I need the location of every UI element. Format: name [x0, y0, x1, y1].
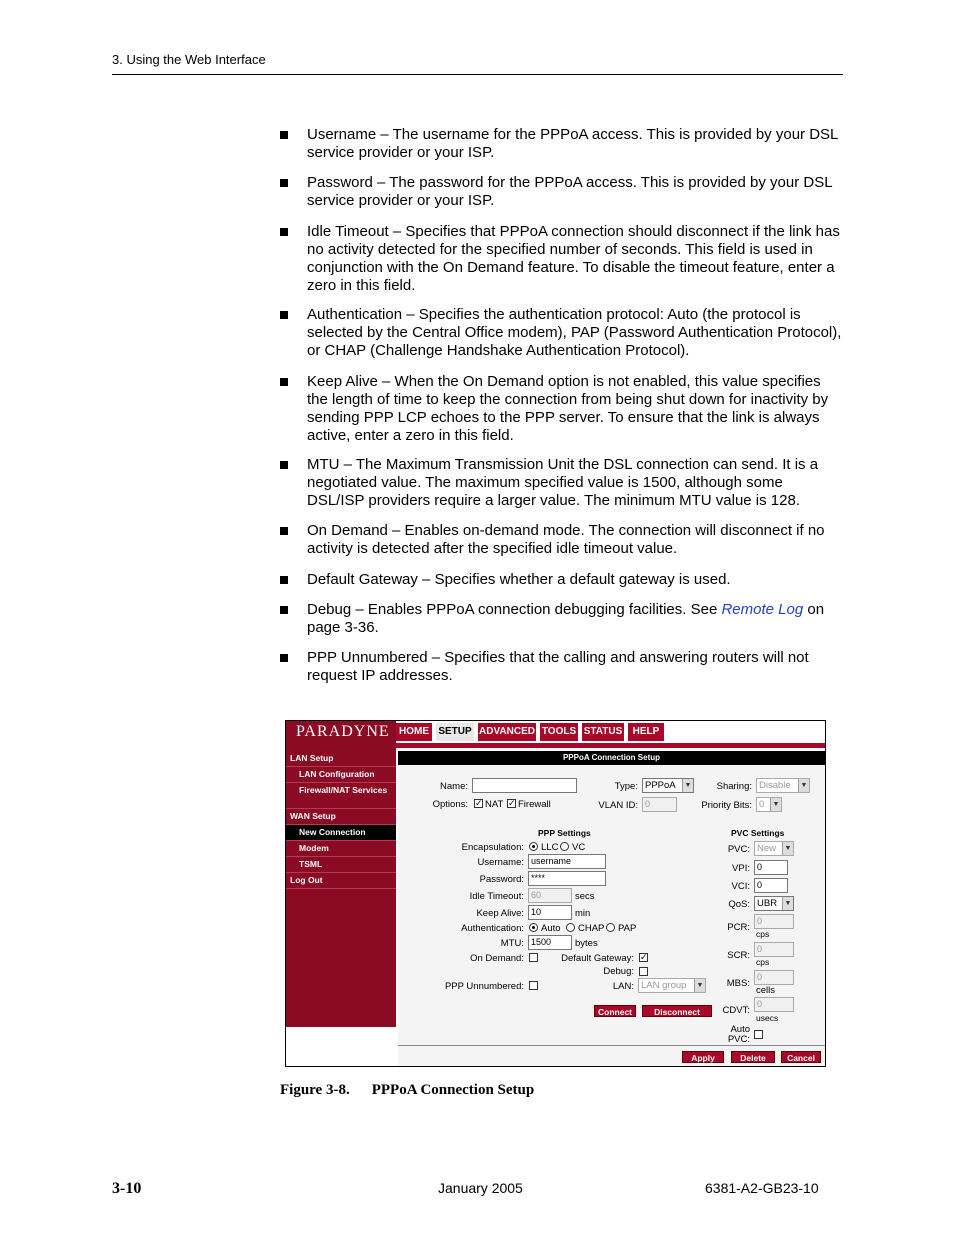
- bullet-square-icon: [280, 606, 288, 614]
- pcr-input[interactable]: 0: [754, 914, 794, 929]
- auth-auto-radio[interactable]: [529, 923, 538, 932]
- auth-chap-label: CHAP: [578, 923, 605, 934]
- bullet-on-demand: On Demand – Enables on-demand mode. The connection will disconnect if no activity is detected after the specified idle timeout value.: [280, 522, 843, 571]
- document-number: 6381-A2-GB23-10: [705, 1180, 819, 1196]
- mtu-unit: bytes: [575, 938, 598, 949]
- ppp-unnumbered-label: PPP Unnumbered:: [444, 981, 524, 992]
- nat-checkbox[interactable]: ✓: [475, 798, 483, 808]
- pvc-select[interactable]: New ▼: [754, 841, 794, 856]
- chevron-down-icon: ▼: [782, 842, 793, 855]
- debug-label: Debug:: [603, 966, 634, 977]
- on-demand-checkbox[interactable]: [529, 953, 538, 962]
- keep-alive-input[interactable]: 10: [528, 905, 572, 920]
- llc-label: LLC: [541, 842, 559, 853]
- bullet-idle-timeout: Idle Timeout – Specifies that PPPoA connection should disconnect if the link has no activity detected for the specified number of seconds. This field is used in conjunction with the On Demand feature. To disable the timeout feature, enter a zero in this field.: [280, 223, 843, 306]
- mbs-label: MBS:: [726, 978, 750, 989]
- cancel-button[interactable]: Cancel: [781, 1051, 821, 1063]
- firewall-label: Firewall: [518, 799, 551, 810]
- debug-checkbox[interactable]: [639, 967, 648, 976]
- priority-select[interactable]: 0 ▼: [756, 797, 782, 812]
- bullet-password: Password – The password for the PPPoA access. This is provided by your DSL service provider or your ISP.: [280, 174, 843, 223]
- sidebar-item-wan-setup[interactable]: WAN Setup: [286, 809, 396, 825]
- bullet-square-icon: [280, 576, 288, 584]
- vc-label: VC: [572, 842, 586, 853]
- auth-pap-label: PAP: [618, 923, 637, 934]
- vci-label: VCI:: [731, 881, 750, 892]
- bullet-keep-alive: Keep Alive – When the On Demand option is not enabled, this value specifies the length of time to keep the connection from being shut down for inactivity by sending PPP LCP echoes to the PPP server. To ensure that the link is always active, enter a zero in this field.: [280, 373, 843, 456]
- nav-underline: [396, 743, 825, 748]
- scr-label: SCR:: [727, 950, 750, 961]
- vc-radio[interactable]: [560, 842, 569, 851]
- sidebar: [286, 751, 396, 889]
- top-nav: [396, 721, 825, 743]
- chevron-down-icon: ▼: [782, 897, 793, 910]
- bullet-square-icon: [280, 654, 288, 662]
- auto-pvc-label-line2: PVC:: [727, 1034, 750, 1045]
- keep-alive-label: Keep Alive:: [476, 908, 524, 919]
- nav-home[interactable]: HOME: [396, 723, 432, 741]
- authentication-label: Authentication:: [461, 923, 524, 934]
- options-label: Options:: [432, 799, 468, 810]
- on-demand-label: On Demand:: [470, 953, 524, 964]
- idle-timeout-unit: secs: [575, 891, 595, 902]
- delete-button[interactable]: Delete: [731, 1051, 775, 1063]
- header-rule: [112, 74, 843, 75]
- connect-button[interactable]: Connect: [594, 1005, 636, 1017]
- vpi-label: VPI:: [732, 863, 750, 874]
- idle-timeout-label: Idle Timeout:: [469, 891, 524, 902]
- pvc-label: PVC:: [727, 844, 750, 855]
- idle-timeout-input[interactable]: 60: [528, 888, 572, 903]
- cdvt-label: CDVT:: [722, 1005, 750, 1016]
- cdvt-unit: usecs: [756, 1013, 779, 1023]
- sidebar-item-modem[interactable]: Modem: [286, 841, 396, 857]
- auth-chap-radio[interactable]: [566, 923, 575, 932]
- chevron-down-icon: ▼: [770, 798, 781, 811]
- password-input[interactable]: ****: [528, 871, 606, 886]
- pvc-settings-heading: PVC Settings: [731, 828, 785, 838]
- chevron-down-icon: ▼: [694, 979, 705, 992]
- bullet-square-icon: [280, 461, 288, 469]
- firewall-checkbox[interactable]: ✓: [508, 798, 516, 808]
- running-header: 3. Using the Web Interface: [112, 52, 266, 67]
- remote-log-link[interactable]: Remote Log: [721, 601, 804, 618]
- bullet-ppp-unnumbered: PPP Unnumbered – Specifies that the calling and answering routers will not request IP addresses.: [280, 649, 843, 685]
- figure-number: Figure 3-8.: [280, 1082, 350, 1098]
- priority-label: Priority Bits:: [701, 800, 752, 811]
- bullet-square-icon: [280, 131, 288, 139]
- auth-auto-label: Auto: [541, 923, 561, 934]
- default-gateway-checkbox[interactable]: ✓: [640, 952, 648, 962]
- qos-label: QoS:: [728, 899, 750, 910]
- chevron-down-icon: ▼: [798, 779, 809, 792]
- cdvt-input[interactable]: 0: [754, 997, 794, 1012]
- vlan-input[interactable]: 0: [642, 797, 677, 812]
- vci-input[interactable]: 0: [754, 878, 788, 893]
- footer-date: January 2005: [438, 1180, 523, 1196]
- pcr-unit: cps: [756, 929, 770, 939]
- sharing-label: Sharing:: [716, 781, 752, 792]
- nav-status[interactable]: STATUS: [582, 723, 624, 741]
- sharing-select[interactable]: Disable ▼: [756, 778, 810, 793]
- auto-pvc-label-line1: Auto: [730, 1024, 750, 1035]
- bullet-default-gateway: Default Gateway – Specifies whether a default gateway is used.: [280, 571, 843, 601]
- nav-setup[interactable]: SETUP: [436, 723, 474, 741]
- type-select[interactable]: PPPoA ▼: [642, 778, 694, 793]
- qos-select[interactable]: UBR ▼: [754, 896, 794, 911]
- bullet-username: Username – The username for the PPPoA access. This is provided by your DSL service provider or your ISP.: [280, 126, 843, 174]
- password-label: Password:: [479, 874, 524, 885]
- scr-unit: cps: [756, 957, 770, 967]
- llc-radio[interactable]: [529, 842, 538, 851]
- name-input[interactable]: [472, 778, 577, 793]
- encapsulation-label: Encapsulation:: [461, 842, 524, 853]
- username-input[interactable]: username: [528, 854, 606, 869]
- keep-alive-unit: min: [575, 908, 591, 919]
- apply-button[interactable]: Apply: [682, 1051, 724, 1063]
- figure-title: PPPoA Connection Setup: [371, 1082, 535, 1098]
- sidebar-item-log-out[interactable]: Log Out: [286, 873, 396, 889]
- pppoa-screenshot-figure: [285, 720, 826, 1067]
- ppp-settings-heading: PPP Settings: [538, 828, 591, 838]
- panel-divider: [398, 1045, 825, 1046]
- figure-caption: [280, 1082, 556, 1099]
- sidebar-item-lan-configuration[interactable]: LAN Configuration: [286, 767, 396, 783]
- sidebar-item-firewall-nat[interactable]: Firewall/NAT Services: [286, 783, 396, 809]
- ppp-unnumbered-checkbox[interactable]: [529, 981, 538, 990]
- page-number: 3-10: [112, 1180, 142, 1197]
- bullet-debug: Debug – Enables PPPoA connection debugging facilities. See Remote Log on page 3-36.: [280, 601, 843, 649]
- sidebar-item-tsml[interactable]: TSML: [286, 857, 396, 873]
- bullet-square-icon: [280, 378, 288, 386]
- vpi-input[interactable]: 0: [754, 860, 788, 875]
- bullet-square-icon: [280, 527, 288, 535]
- nav-tools[interactable]: TOOLS: [540, 723, 578, 741]
- chevron-down-icon: ▼: [682, 779, 693, 792]
- nav-advanced[interactable]: ADVANCED: [478, 723, 536, 741]
- lan-select[interactable]: LAN group ▼: [638, 978, 706, 993]
- bullet-mtu: MTU – The Maximum Transmission Unit the DSL connection can send. It is a negotiated value. The maximum specified value is 1500, although some DSL/ISP providers require a larger value. The minimum MTU value is 128.: [280, 456, 843, 522]
- scr-input[interactable]: 0: [754, 942, 794, 957]
- mbs-input[interactable]: 0: [754, 970, 794, 985]
- nat-label: NAT: [485, 799, 504, 810]
- mtu-label: MTU:: [500, 938, 524, 949]
- vlan-label: VLAN ID:: [598, 800, 638, 811]
- bullet-list: [280, 126, 843, 685]
- connection-setup-panel: [398, 751, 825, 1066]
- bullet-square-icon: [280, 311, 288, 319]
- auto-pvc-checkbox[interactable]: [754, 1030, 763, 1039]
- name-label: Name:: [440, 781, 468, 792]
- bullet-square-icon: [280, 179, 288, 187]
- mtu-input[interactable]: 1500: [528, 935, 572, 950]
- mbs-unit: cells: [756, 985, 776, 996]
- bullet-authentication: Authentication – Specifies the authentication protocol: Auto (the protocol is selected by the Central Office modem), PAP (Password Authentication Protocol), or CHAP (Challenge Handshake Authentication Protocol).: [280, 306, 843, 373]
- sidebar-item-new-connection[interactable]: New Connection: [286, 825, 396, 841]
- type-label: Type:: [614, 781, 638, 792]
- nav-help[interactable]: HELP: [628, 723, 664, 741]
- paradyne-logo: PARADYNE: [286, 721, 396, 743]
- username-label: Username:: [477, 857, 524, 868]
- pcr-label: PCR:: [727, 922, 750, 933]
- default-gateway-label: Default Gateway:: [561, 953, 634, 964]
- auth-pap-radio[interactable]: [606, 923, 615, 932]
- sidebar-item-lan-setup[interactable]: LAN Setup: [286, 751, 396, 767]
- bullet-square-icon: [280, 228, 288, 236]
- panel-title: PPPoA Connection Setup: [398, 751, 825, 765]
- disconnect-button[interactable]: Disconnect: [642, 1005, 712, 1017]
- lan-label: LAN:: [612, 981, 634, 992]
